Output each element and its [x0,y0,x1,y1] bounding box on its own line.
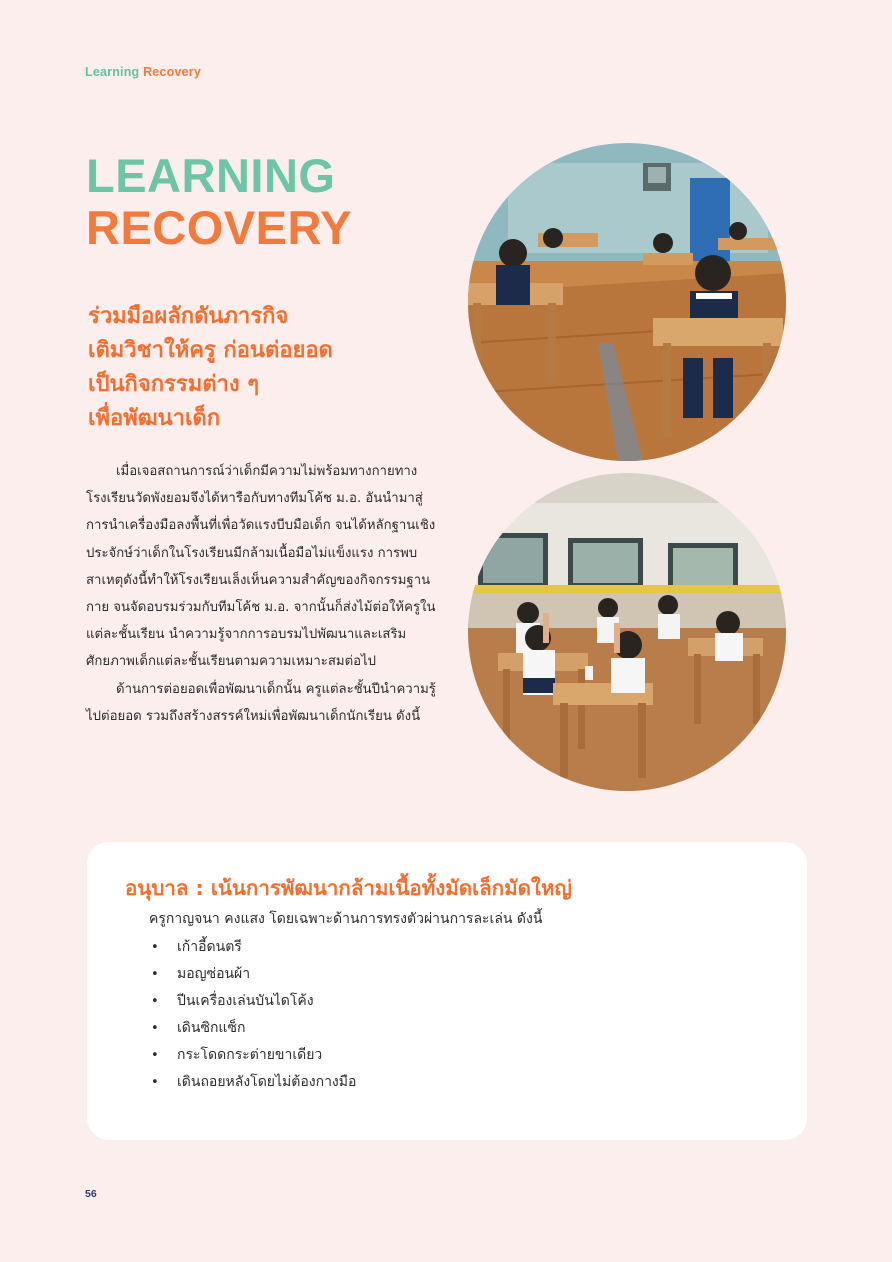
page-number: 56 [85,1188,97,1200]
running-header [85,65,201,79]
subheading [88,300,428,436]
bullet-icon: • [151,1048,159,1063]
bullet-icon: • [151,1021,159,1036]
page-title [86,150,352,254]
list-item-text: กระโดดกระต่ายขาเดียว [177,1047,323,1063]
body-paragraph: เมื่อเจอสถานการณ์ว่าเด็กมีความไม่พร้อมทางกายทางโรงเรียนวัดพังยอมจึงได้หารือกับทางทีมโค้ช ม.อ. อันนำมาสู่การนำเครื่องมือลงพื้นที่เพื่อวัดแรงบีบมือเด็ก จนได้หลักฐานเชิงประจักษ์ว่าเด็กในโรงเรียนมีกล้ามเนื้อมือไม่แข็งแรง การพบสาเหตุดังนี้ทำให้โรงเรียนเล็งเห็นความสำคัญของกิจกรรมฐานกาย จนจัดอบรมร่วมกับทีมโค้ช ม.อ. จากนั้นก็ส่งไม้ต่อให้ครูในแต่ละชั้นเรียน นำความรู้จากการอบรมไปพัฒนาและเสริมศักยภาพเด็กแต่ละชั้นเรียนตามความเหมาะสมต่อไป [86,464,436,670]
list-item [149,988,356,1015]
subheading-line: ร่วมมือผลักดันภารกิจ [88,304,289,329]
card-intro: ครูกาญจนา คงแสง โดยเฉพาะด้านการทรงตัวผ่านการละเล่น ดังนี้ [149,911,543,927]
body-text [86,458,438,730]
running-header-part1: Learning [85,65,140,79]
subheading-line: เพื่อพัฒนาเด็ก [88,406,221,431]
subheading-line: เป็นกิจกรรมต่าง ๆ [88,372,260,397]
bullet-icon: • [151,1075,159,1090]
list-item [149,934,356,961]
activity-card [87,842,807,1140]
list-item-text: เดินถอยหลังโดยไม่ต้องกางมือ [177,1074,357,1090]
activity-list [149,934,356,1096]
list-item-text: มอญซ่อนผ้า [177,966,251,982]
list-item-text: เก้าอี้ดนตรี [177,939,242,955]
list-item-text: ปีนเครื่องเล่นบันไดโค้ง [177,993,314,1009]
running-header-part2: Recovery [143,65,201,79]
bullet-icon: • [151,967,159,982]
body-paragraph: ด้านการต่อยอดเพื่อพัฒนาเด็กนั้น ครูแต่ละชั้นปีนำความรู้ไปต่อยอด รวมถึงสร้างสรรค์ใหม่เพื่อพัฒนาเด็กนักเรียน ดังนี้ [86,681,436,724]
bullet-icon: • [151,940,159,955]
list-item [149,961,356,988]
card-title: อนุบาล : เน้นการพัฒนากล้ามเนื้อทั้งมัดเล็กมัดใหญ่ [125,876,572,900]
list-item [149,1015,356,1042]
classroom-photo-1 [468,143,786,461]
subheading-line: เติมวิชาให้ครู ก่อนต่อยอด [88,338,333,363]
list-item-text: เดินซิกแซ็ก [177,1020,246,1036]
classroom-photo-2 [468,473,786,791]
page-title-line1: LEARNING [86,149,336,202]
list-item [149,1069,356,1096]
bullet-icon: • [151,994,159,1009]
list-item [149,1042,356,1069]
page-title-line2: RECOVERY [86,201,353,254]
